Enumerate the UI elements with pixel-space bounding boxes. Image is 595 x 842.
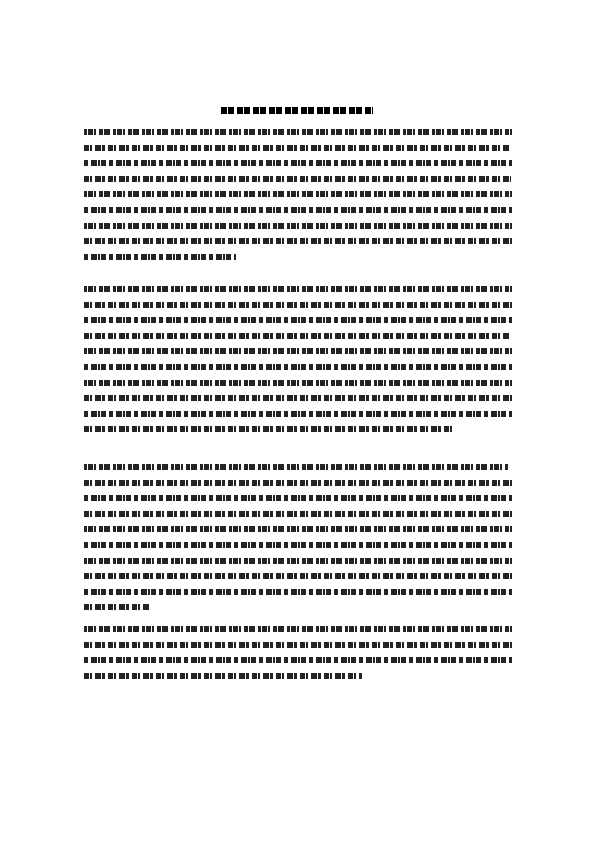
text-line [84, 359, 514, 375]
document-title [221, 107, 373, 114]
text-line [84, 599, 514, 615]
text-line [84, 537, 514, 553]
text-line [84, 459, 514, 475]
text-line [84, 328, 514, 344]
text-line [84, 652, 514, 668]
text-line [84, 343, 514, 359]
text-line [84, 637, 514, 653]
text-line [84, 421, 514, 437]
text-line [84, 186, 514, 202]
text-line [84, 312, 514, 328]
text-line [84, 249, 514, 265]
text-line [84, 140, 514, 156]
text-line [84, 155, 514, 171]
text-line [84, 218, 514, 234]
text-line [84, 406, 514, 422]
text-line [84, 553, 514, 569]
text-line [84, 171, 514, 187]
text-line [84, 124, 514, 140]
text-line [84, 506, 514, 522]
paragraph-1 [84, 124, 514, 264]
text-line [84, 621, 514, 637]
text-line [84, 668, 514, 684]
text-line [84, 375, 514, 391]
text-line [84, 490, 514, 506]
text-line [84, 568, 514, 584]
paragraph-2 [84, 281, 514, 437]
text-line [84, 475, 514, 491]
text-line [84, 202, 514, 218]
text-line [84, 521, 514, 537]
paragraph-4 [84, 621, 514, 683]
text-line [84, 297, 514, 313]
text-line [84, 233, 514, 249]
text-line [84, 390, 514, 406]
paragraph-3 [84, 459, 514, 615]
text-line [84, 584, 514, 600]
text-line [84, 281, 514, 297]
